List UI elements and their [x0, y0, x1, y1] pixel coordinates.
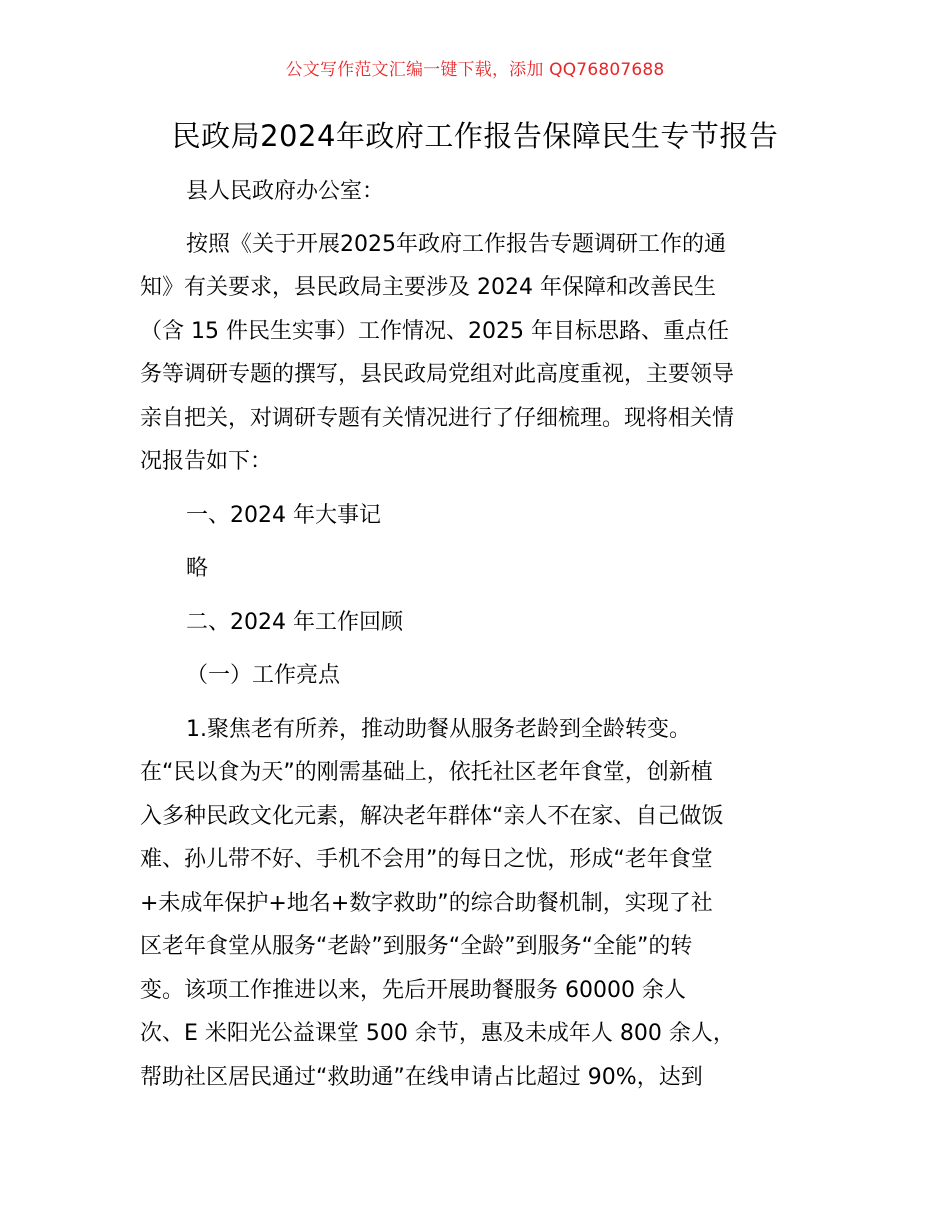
item-1-line: 帮助社区居民通过“救助通”在线申请占比超过 90%，达到 — [140, 1064, 703, 1090]
document-body — [140, 170, 812, 1099]
intro-line: 况报告如下： — [140, 449, 273, 474]
item-1-line: +未成年保护+地名+数字救助”的综合助餐机制，实现了社 — [140, 890, 713, 916]
salutation: 县人民政府办公室： — [186, 179, 385, 204]
item-1-line: 难、孙儿带不好、手机不会用”的每日之忧，形成“老年食堂 — [140, 847, 713, 872]
intro-line: （含 15 件民生实事）工作情况、2025 年目标思路、重点任 — [140, 318, 729, 344]
item-1-line: 次、E 米阳光公益课堂 500 余节，惠及未成年人 800 余人， — [140, 1021, 735, 1046]
subsection-heading-1: （一）工作亮点 — [186, 663, 341, 688]
section-body-1: 略 — [186, 556, 209, 581]
item-1-line: 变。该项工作推进以来，先后开展助餐服务 60000 余人 — [140, 977, 686, 1003]
section-heading-2: 二、2024 年工作回顾 — [186, 609, 403, 635]
intro-line: 亲自把关，对调研专题有关情况进行了仔细梳理。现将相关情 — [140, 405, 735, 431]
item-1-line: 在“民以食为天”的刚需基础上，依托社区老年食堂，创新植 — [140, 760, 713, 785]
item-1-line: 1.聚焦老有所养，推动助餐从服务老龄到全龄转变。 — [186, 716, 691, 742]
section-heading-1: 一、2024 年大事记 — [186, 502, 381, 528]
intro-line: 务等调研专题的撰写，县民政局党组对此高度重视，主要领导 — [140, 362, 735, 387]
intro-line: 按照《关于开展2025年政府工作报告专题调研工作的通 — [186, 231, 726, 257]
document-title: 民政局2024年政府工作报告保障民生专节报告 — [171, 119, 779, 153]
item-1-line: 区老年食堂从服务“老龄”到服务“全龄”到服务“全能”的转 — [140, 934, 693, 959]
item-1-line: 入多种民政文化元素，解决老年群体“亲人不在家、自己做饭 — [140, 803, 724, 829]
watermark-banner: 公文写作范文汇编一键下载，添加 QQ76807688 — [285, 60, 665, 80]
intro-line: 知》有关要求，县民政局主要涉及 2024 年保障和改善民生 — [140, 275, 716, 300]
